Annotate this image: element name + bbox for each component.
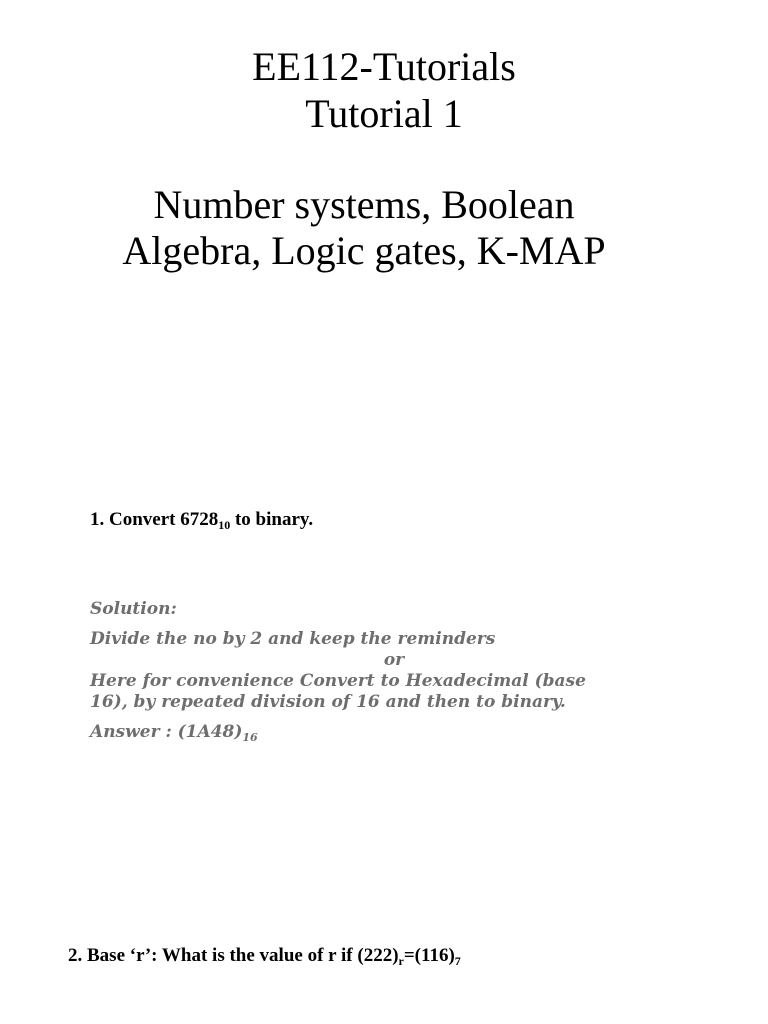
solution-step-1: Divide the no by 2 and keep the reminders <box>90 629 496 649</box>
topics-title: Number systems, Boolean Algebra, Logic gates, K-MAP <box>122 182 606 273</box>
question-2-base-7: 7 <box>454 954 461 968</box>
question-1-base: 10 <box>218 518 231 532</box>
solution-step-2-line-2: 16), by repeated division of 16 and then to binary. <box>90 692 566 712</box>
question-2-base-r: r <box>398 954 404 968</box>
question-1-prefix: 1. Convert 6728 <box>90 509 219 530</box>
question-2-prefix: 2. Base ‘r’: What is the value of r if (222) <box>68 945 399 966</box>
question-2 <box>68 944 461 968</box>
solution-1 <box>90 599 650 752</box>
solution-heading: Solution: <box>90 599 177 619</box>
solution-answer-prefix: Answer : (1A48) <box>90 722 243 742</box>
question-2-middle: =(116) <box>403 945 455 966</box>
solution-step-2-line-1: Here for convenience Convert to Hexadecimal (base <box>90 671 586 691</box>
solution-answer <box>90 722 650 743</box>
solution-or: or <box>383 650 405 670</box>
solution-answer-base: 16 <box>242 731 258 744</box>
question-1 <box>90 508 313 532</box>
course-title: EE112-Tutorials <box>252 44 516 89</box>
question-1-suffix: to binary. <box>230 509 314 530</box>
tutorial-title: Tutorial 1 <box>305 91 463 136</box>
